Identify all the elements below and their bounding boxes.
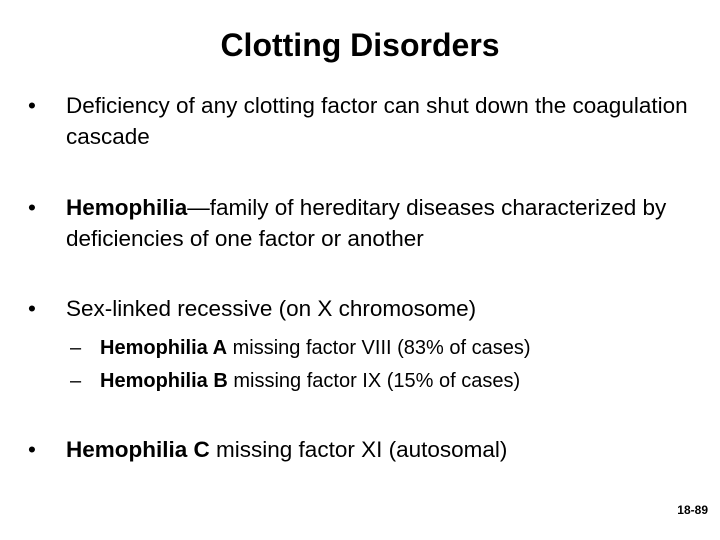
slide-title: Clotting Disorders [220,27,500,63]
bullet-text: missing factor XI (autosomal) [209,437,508,462]
bullet-bold-term: Hemophilia [66,195,188,220]
bullet-dot: • [28,296,36,321]
bullet-text: Deficiency of any clotting factor can shut down the coagulation cascade [66,93,688,149]
sub-bullet-hemophilia-b [70,369,520,393]
bullet-hemophilia [28,192,698,254]
bullet-bold-term: Hemophilia C [66,437,210,462]
bullet-deficiency [28,90,698,152]
bullet-text: —family of hereditary diseases characterized by deficiencies of one factor or another [66,195,667,251]
sub-bullet-hemophilia-a [70,336,531,360]
slide-number: 18-89 [677,503,708,517]
sub-bullet-dash: – [70,337,82,359]
bullet-text: Sex-linked recessive (on X chromosome) [66,296,477,321]
sub-bullet-text: missing factor IX (15% of cases) [227,370,521,392]
sub-bullet-bold-term: Hemophilia B [100,370,228,392]
bullet-dot: • [28,93,36,118]
bullet-dot: • [28,195,36,220]
bullet-dot: • [28,437,36,462]
bullet-sex-linked [28,293,476,324]
sub-bullet-text: missing factor VIII (83% of cases) [227,337,531,359]
sub-bullet-dash: – [70,370,82,392]
sub-bullet-bold-term: Hemophilia A [100,337,228,359]
bullet-hemophilia-c [28,434,507,465]
